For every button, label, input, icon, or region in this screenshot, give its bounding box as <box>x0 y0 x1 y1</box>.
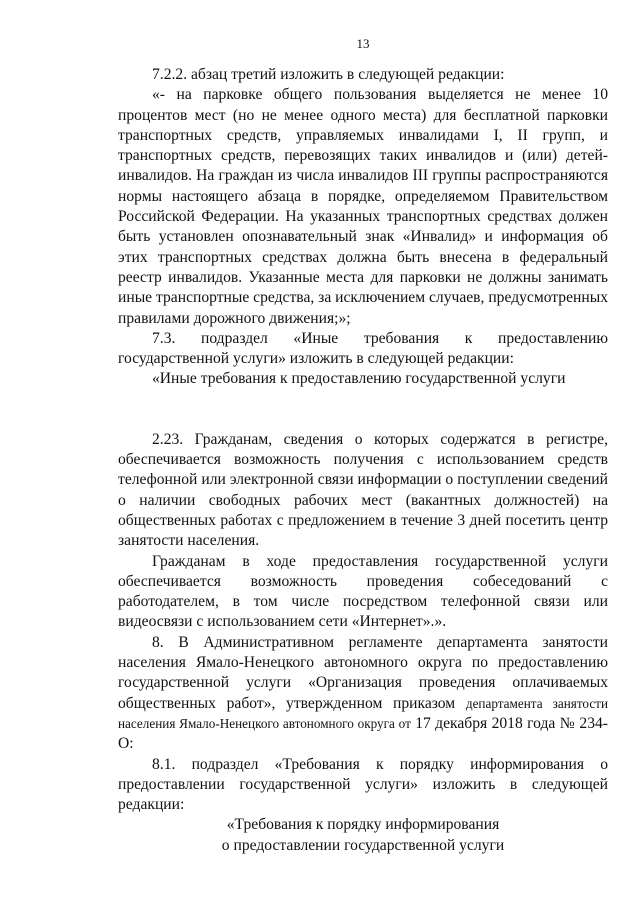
paragraph-8-1: 8.1. подраздел «Требования к порядку информирования о предоставлении государственной услуги» изложить в следующей редакции: <box>118 755 608 814</box>
paragraph-8-main: 8. В Административном регламенте департамента занятости населения Ямало-Ненецкого автономного округа по предоставлению государственной услуги «Организация проведения оплачиваемых общественных работ», утвержденном приказом <box>118 633 608 712</box>
paragraph-subsection-title: «Иные требования к предоставлению государственной услуги <box>152 370 566 388</box>
paragraph-2-23: 2.23. Гражданам, сведения о которых содержатся в регистре, обеспечивается возможность получения с использованием средств телефонной или электронной связи информации о поступлении сведений о наличии свободных рабочих мест (вакантных должностей) на общественных работах с предложением в течение 3 дней посетить центр занятости населения. <box>118 430 608 550</box>
paragraph-interviews: Гражданам в ходе предоставления государственной услуги обеспечивается возможность проведения собеседований с работодателем, в том числе посредством телефонной связи или видеосвязи с использованием сети «Интернет».». <box>118 552 608 631</box>
page-number: 13 <box>356 36 370 51</box>
paragraph-8-end: 17 декабря 2018 года № 234-О: <box>118 714 608 753</box>
section-heading-line-2: о предоставлении государственной услуги <box>221 836 505 854</box>
paragraph-7-3: 7.3. подраздел «Иные требования к предоставлению государственной услуги» изложить в следующей редакции: <box>118 329 608 368</box>
paragraph-8-small: департамента занятости населения Ямало-Ненецкого автономного округа от <box>118 695 609 731</box>
paragraph-8 <box>118 633 608 755</box>
paragraph-parking-quote: «- на парковке общего пользования выделяется не менее 10 процентов мест (но не менее одного места) для бесплатной парковки транспортных средств, управляемых инвалидами I, II групп, и транспортных средств, перевозящих таких инвалидов и (или) детей-инвалидов. На граждан из числа инвалидов III группы распространяются нормы настоящего абзаца в порядке, определяемом Правительством Российской Федерации. На указанных транспортных средствах должен быть установлен опознавательный знак «Инвалид» и информация об этих транспортных средствах должна быть внесена в федеральный реестр инвалидов. Указанные места для парковки не должны занимать иные транспортные средства, за исключением случаев, предусмотренных правилами дорожного движения;»; <box>118 86 608 327</box>
paragraph-gap <box>118 390 608 430</box>
section-heading-line-1: «Требования к порядку информирования <box>226 816 500 834</box>
paragraph-7-2-2: 7.2.2. абзац третий изложить в следующей редакции: <box>152 66 505 83</box>
